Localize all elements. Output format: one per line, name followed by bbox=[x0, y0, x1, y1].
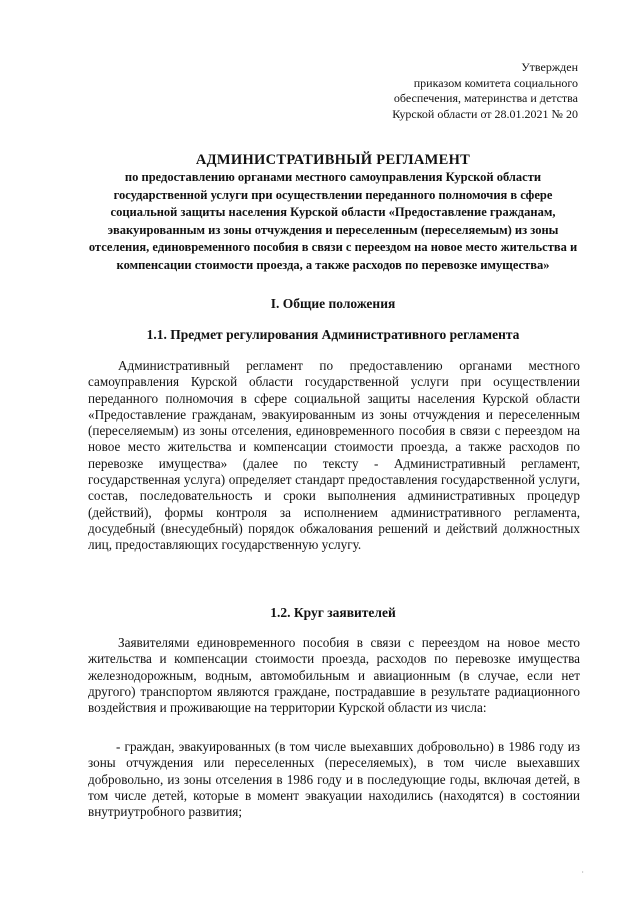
approval-line: Курской области от 28.01.2021 № 20 bbox=[392, 106, 578, 121]
approval-line: Утвержден bbox=[521, 60, 578, 74]
subsection-heading: 1.1. Предмет регулирования Административного регламента bbox=[146, 327, 520, 342]
title-subtitle: по предоставлению органами местного самоуправления Курской области государственной услуги при осуществлении переданного полномочия в сфере социальной защиты населения Курской области «Предоставление гражданам, эвакуированным из зоны отчуждения и переселенным (переселяемым) из зоны отселения, единовременного пособия в связи с переездом на новое место жительства и компенсации стоимости проезда, а также расходов по перевозке имущества» bbox=[88, 170, 578, 272]
approval-line: приказом комитета социального bbox=[413, 75, 578, 90]
page-mark: · bbox=[581, 868, 584, 877]
paragraph-applicants: Заявителями единовременного пособия в связи с переездом на новое место жительства и компенсации стоимости проезда, расходов по перевозке имущества железнодорожным, водным, автомобильным и авиационным (в случае, если нет другого) транспортом являются граждане, пострадавшие в результате радиационного воздействия и проживающие на территории Курской области из числа: bbox=[88, 635, 580, 716]
paragraph-subject: Административный регламент по предоставлению органами местного самоуправления Курской области государственной услуги при осуществлении переданного полномочия в сфере социальной защиты населения Курской области «Предоставление гражданам, эвакуированным из зоны отчуждения и переселенным (переселяемым) из зоны отселения, единовременного пособия в связи с переездом на новое место жительства и компенсации стоимости проезда, а также расходов по перевозке имущества» (далее по тексту - Административный регламент, государственная услуга) определяет стандарт предоставления государственной услуги, состав, последовательность и сроки выполнения административных процедур (действий), формы контроля за исполнением административного регламента, досудебный (внесудебный) порядок обжалования решений и действий должностных лиц, предоставляющих государственную услугу. bbox=[88, 358, 580, 553]
approval-line: обеспечения, материнства и детства bbox=[393, 91, 578, 105]
document-title bbox=[88, 152, 578, 275]
approval-stamp bbox=[392, 60, 578, 122]
title-main: АДМИНИСТРАТИВНЫЙ РЕГЛАМЕНТ bbox=[195, 152, 471, 168]
subsection-heading: 1.2. Круг заявителей bbox=[270, 605, 396, 620]
section-heading: I. Общие положения bbox=[270, 296, 396, 311]
list-item: - граждан, эвакуированных (в том числе выехавших добровольно) в 1986 году из зоны отчуждения или переселенных (переселяемых), в том числе выехавших добровольно, из зоны отселения в 1986 году и в последующие годы, включая детей, в том числе детей, которые в момент эвакуации находились (находятся) в состоянии внутриутробного развития; bbox=[88, 739, 580, 820]
